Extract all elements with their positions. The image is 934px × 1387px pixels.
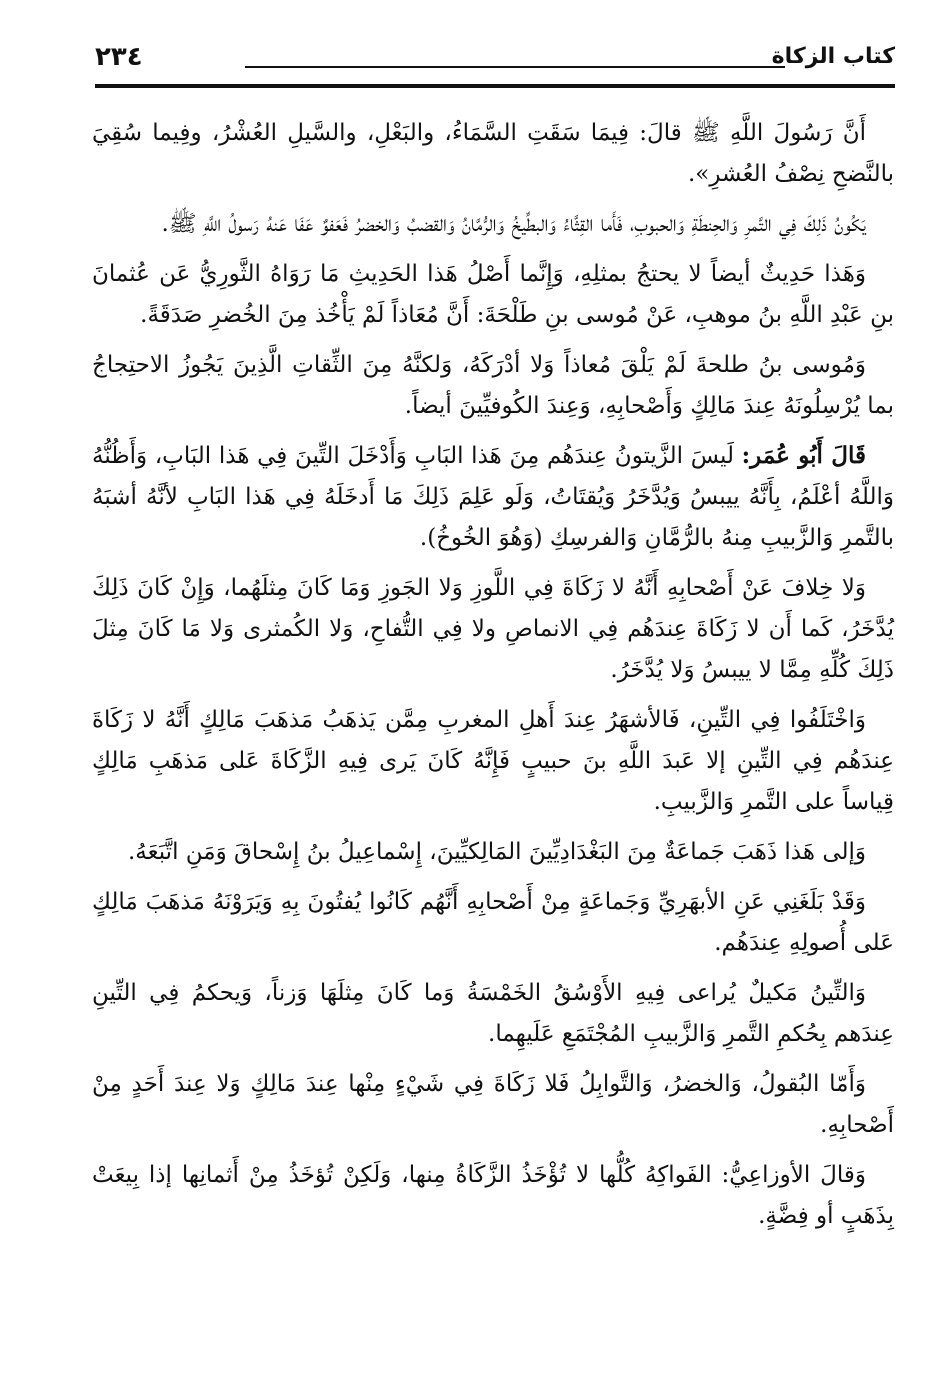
paragraph-lead: قَالَ أَبُو عُمَر: — [741, 442, 866, 469]
page-header — [95, 38, 895, 90]
paragraph — [92, 435, 894, 559]
header-thin-rule — [245, 66, 785, 68]
paragraph — [92, 253, 894, 336]
paragraph-text: وَأَمّا البُقولُ، وَالخضرُ، وَالتَّوابِلُ فَلا زَكَاةَ فِي شَيْءٍ مِنْها عِندَ مَالِكٍ وَلا عِندَ أَحَدٍ مِنْ أَصْحابِهِ. — [92, 1071, 894, 1138]
paragraph — [92, 699, 894, 823]
paragraph-text: أَنَّ رَسُولَ اللَّهِ ﷺ قالَ: فِيمَا سَقَتِ السَّمَاءُ، والبَعْلِ، والسَّيلِ العُشْرُ، وفِيما سُقِيَ بالنَّضحِ نِصْفُ العُشرِ». — [92, 120, 894, 187]
paragraph-text: يَكُونُ ذَلِكَ فِي التَّمرِ وَالحِنطَةِ وَالحبوبِ، فَأَما القِثَّاءُ وَالبطِّيخُ وَالرُّمَّانُ وَالقضبُ وَالخضرُ فَعَفوٌ عَفَا عَنهُ رَسولُ اللَّهِ ﷺ. — [161, 211, 866, 237]
paragraph-text: وَالتِّينُ مَكيلٌ يُراعى فِيهِ الأَوْسُقُ الخَمْسَةُ وَما كَانَ مِثلَهَا وَزناً، وَيحكمُ فِي التِّينِ عِندَهم بِحُكمِ التَّمرِ وَالزَّبيبِ المُجْتَمَعِ عَلَيهِما. — [92, 980, 894, 1047]
page-body — [92, 112, 894, 1245]
paragraph — [92, 567, 894, 691]
paragraph-text: وَمُوسى بنُ طلحةَ لَمْ يَلْقَ مُعاذاً وَلا أدْرَكَهُ، وَلكنَّهُ مِنَ الثِّقاتِ الَّذِينَ يَجُوزُ الاحتِجاجُ بما يُرْسِلُونَهُ عِندَ مَالِكٍ وَأَصْحابِهِ، وَعِندَ الكُوفيِّينَ أيضاً. — [92, 352, 894, 419]
paragraph-text: وَهَذا حَدِيثٌ أيضاً لا يحتجُ بمثلِهِ، وَإِنَّما أَصْلُ هَذا الحَدِيثِ مَا رَوَاهُ الثَّورِيُّ عَن عُثمانَ بنِ عَبْدِ اللَّهِ بنُ موهبِ، عَنْ مُوسى بنِ طَلْحَةَ: أَنَّ مُعَاذاً لَمْ يَأْخُذ مِنَ الخُضرِ صَدَقَةً. — [92, 261, 894, 328]
paragraph-text: وَقَدْ بَلَغَنِي عَنِ الأبهَرِيِّ وَجَماعَةٍ مِنْ أَصْحابِهِ أَنَّهُم كَانُوا يُفتُونَ بِهِ وَيَرَوْنَهُ مَذهَبَ مَالِكٍ عَلى أُصولِهِ عِندَهُم. — [92, 889, 894, 956]
paragraph — [92, 344, 894, 427]
paragraph — [92, 112, 894, 195]
paragraph — [92, 831, 894, 873]
paragraph — [92, 1154, 894, 1237]
paragraph-text: وَاخْتَلَفُوا فِي التِّينِ، فَالأشهَرُ عِندَ أَهلِ المغربِ مِمَّن يَذهَبُ مَذهَبَ مَالِكٍ أَنَّهُ لا زَكَاةَ عِندَهُم فِي التِّينِ إلا عَبدَ اللَّهِ بنَ حبيبٍ فَإِنَّهُ كَانَ يَرى فِيهِ الزَّكَاةَ عَلى مَذهَبِ مَالِكٍ قِياساً على التَّمرِ وَالزَّبيبِ. — [92, 707, 895, 815]
page-number: ٢٣٤ — [95, 42, 143, 72]
running-title: كتاب الزكاة — [771, 44, 895, 69]
paragraph — [92, 972, 894, 1055]
paragraph-text: وَإلى هَذا ذَهَبَ جَماعَةٌ مِنَ البَغْدَادِيِّينَ المَالِكيِّينَ، إِسْماعِيلُ بنُ إِسْحاقَ وَمَنِ اتَّبَعَهُ. — [128, 839, 866, 865]
paragraph — [92, 203, 894, 245]
paragraph-text: لَيسَ الزَّيتونُ عِندَهُم مِنَ هَذا البَابِ وَأَدْخَلَ التِّينَ فِي هَذا البَابِ، وَأَظُنُّهُ وَاللَّهُ أعْلَمُ، بِأَنَّهُ ييبسُ وَيُدَّخَرُ وَيُقتَاتُ، وَلَو عَلِمَ ذَلِكَ مَا أَدخَلَهُ فِي هَذا البَابِ لأنَّهُ أشبَهُ بالتَّمرِ وَالزَّبيبِ مِنهُ بالرُّمَّانِ وَالفرسِكِ (وَهُوَ الخُوخُ). — [92, 443, 894, 551]
paragraph — [92, 1063, 894, 1146]
paragraph — [92, 881, 894, 964]
header-rule — [95, 84, 895, 88]
paragraph-text: وَلا خِلافَ عَنْ أَصْحابِهِ أَنَّهُ لا زَكَاةَ فِي اللَّوزِ وَلا الجَوزِ وَمَا كَانَ مِثلَهُما، وَإِنْ كَانَ ذَلِكَ يُدَّخَرُ، كَما أَن لا زَكَاةَ عِندَهُم فِي الانماصِ ولا فِي التُّفاحِ، وَلا الكُمثرى وَلا مَا كَانَ مِثلَ ذَلِكَ كُلِّهِ مِمَّا لا ييبسُ وَلا يُدَّخَرُ. — [92, 575, 894, 683]
paragraph-text: وَقالَ الأوزاعِيُّ: الفَواكِهُ كُلُّها لا تُؤْخَذُ الزَّكَاةُ مِنها، وَلَكِنْ تُؤخَذُ مِنْ أَثمانِها إذا بِيعَتْ بِذَهَبٍ أو فِضَّةٍ. — [92, 1162, 894, 1229]
